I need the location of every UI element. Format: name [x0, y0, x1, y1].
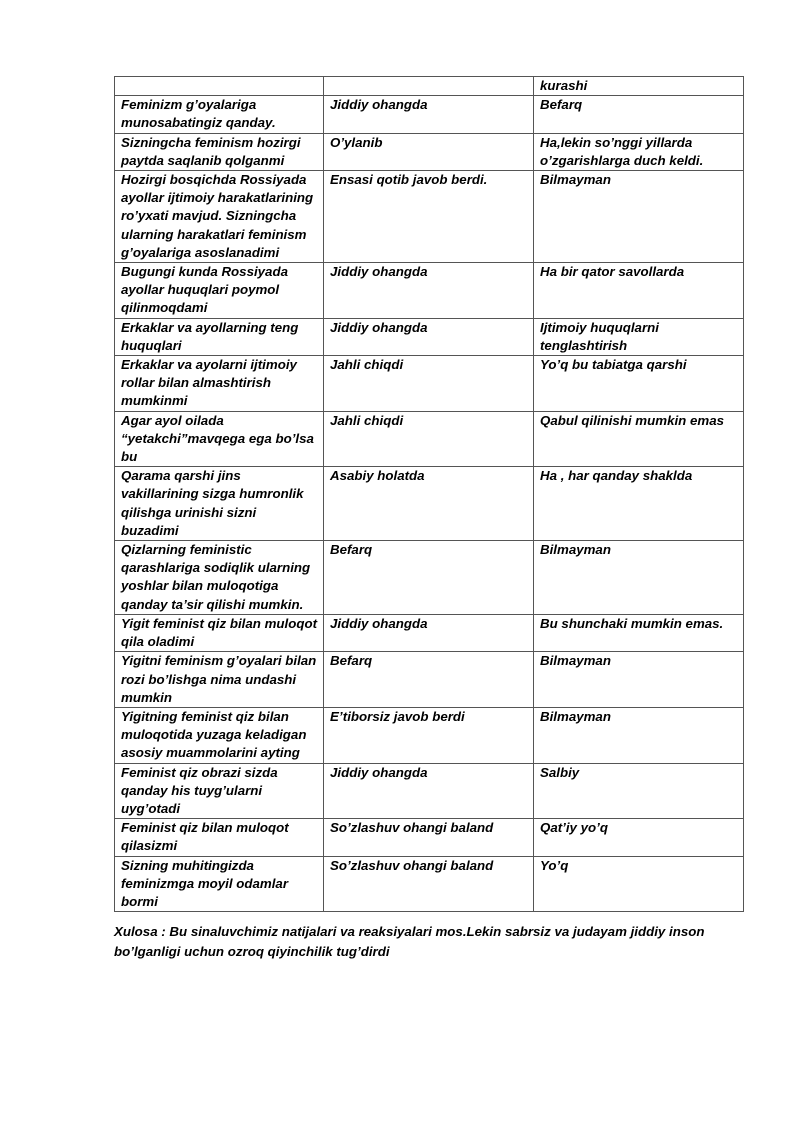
question-cell: Qizlarning feministic qarashlariga sodiqlik ularning yoshlar bilan muloqotiga qanday ta’sir qilishi mumkin.: [115, 541, 324, 615]
question-cell: Erkaklar va ayollarning teng huquqlari: [115, 318, 324, 355]
table-row: [115, 171, 744, 263]
reaction-cell: [324, 77, 534, 96]
table-row: [115, 652, 744, 708]
table-row: [115, 263, 744, 319]
reaction-cell: E’tiborsiz javob berdi: [324, 707, 534, 763]
reaction-cell: Jiddiy ohangda: [324, 96, 534, 133]
table-row: [115, 356, 744, 412]
reaction-cell: Jahli chiqdi: [324, 411, 534, 467]
answer-cell: Salbiy: [534, 763, 744, 819]
question-cell: [115, 77, 324, 96]
reaction-cell: Jahli chiqdi: [324, 356, 534, 412]
answer-cell: Qabul qilinishi mumkin emas: [534, 411, 744, 467]
answer-cell: Qat’iy yo’q: [534, 819, 744, 856]
answer-cell: kurashi: [534, 77, 744, 96]
reaction-cell: Ensasi qotib javob berdi.: [324, 171, 534, 263]
table-row: [115, 133, 744, 170]
answer-cell: Ha,lekin so’nggi yillarda o’zgarishlarga duch keldi.: [534, 133, 744, 170]
table-row: [115, 856, 744, 912]
question-cell: Feminizm g’oyalariga munosabatingiz qanday.: [115, 96, 324, 133]
table-row: [115, 96, 744, 133]
table-row: [115, 411, 744, 467]
question-cell: Qarama qarshi jins vakillarining sizga humronlik qilishga urinishi sizni buzadimi: [115, 467, 324, 541]
question-cell: Yigitning feminist qiz bilan muloqotida yuzaga keladigan asosiy muammolarini ayting: [115, 707, 324, 763]
reaction-cell: Jiddiy ohangda: [324, 263, 534, 319]
table-row: [115, 763, 744, 819]
question-cell: Feminist qiz obrazi sizda qanday his tuyg’ularni uyg’otadi: [115, 763, 324, 819]
reaction-cell: O’ylanib: [324, 133, 534, 170]
reaction-cell: Asabiy holatda: [324, 467, 534, 541]
question-cell: Erkaklar va ayolarni ijtimoiy rollar bilan almashtirish mumkinmi: [115, 356, 324, 412]
question-cell: Sizning muhitingizda feminizmga moyil odamlar bormi: [115, 856, 324, 912]
table-row: [115, 318, 744, 355]
answer-cell: Befarq: [534, 96, 744, 133]
survey-table: [114, 76, 744, 912]
reaction-cell: Befarq: [324, 652, 534, 708]
reaction-cell: So’zlashuv ohangi baland: [324, 856, 534, 912]
question-cell: Agar ayol oilada “yetakchi”mavqega ega bo’lsa bu: [115, 411, 324, 467]
question-cell: Hozirgi bosqichda Rossiyada ayollar ijtimoiy harakatlarining ro’yxati mavjud. Sizningcha ularning harakatlari feminism g’oyalariga asoslanadimi: [115, 171, 324, 263]
conclusion-text: Xulosa : Bu sinaluvchimiz natijalari va reaksiyalari mos.Lekin sabrsiz va judayam jiddiy inson bo’lganligi uchun ozroq qiyinchilik tug’dirdi: [114, 924, 705, 960]
answer-cell: Ha , har qanday shaklda: [534, 467, 744, 541]
answer-cell: Bilmayman: [534, 541, 744, 615]
reaction-cell: Jiddiy ohangda: [324, 318, 534, 355]
reaction-cell: So’zlashuv ohangi baland: [324, 819, 534, 856]
reaction-cell: Jiddiy ohangda: [324, 763, 534, 819]
answer-cell: Bilmayman: [534, 707, 744, 763]
question-cell: Bugungi kunda Rossiyada ayollar huquqlari poymol qilinmoqdami: [115, 263, 324, 319]
answer-cell: Yo’q: [534, 856, 744, 912]
table-row: [115, 707, 744, 763]
answer-cell: Bilmayman: [534, 652, 744, 708]
answer-cell: Ijtimoiy huquqlarni tenglashtirish: [534, 318, 744, 355]
table-row: [115, 541, 744, 615]
table-row: [115, 77, 744, 96]
question-cell: Yigitni feminism g’oyalari bilan rozi bo’lishga nima undashi mumkin: [115, 652, 324, 708]
question-cell: Feminist qiz bilan muloqot qilasizmi: [115, 819, 324, 856]
table-row: [115, 467, 744, 541]
table-row: [115, 614, 744, 651]
answer-cell: Yo’q bu tabiatga qarshi: [534, 356, 744, 412]
reaction-cell: Jiddiy ohangda: [324, 614, 534, 651]
answer-cell: Ha bir qator savollarda: [534, 263, 744, 319]
answer-cell: Bu shunchaki mumkin emas.: [534, 614, 744, 651]
reaction-cell: Befarq: [324, 541, 534, 615]
table-row: [115, 819, 744, 856]
answer-cell: Bilmayman: [534, 171, 744, 263]
question-cell: Yigit feminist qiz bilan muloqot qila oladimi: [115, 614, 324, 651]
question-cell: Sizningcha feminism hozirgi paytda saqlanib qolganmi: [115, 133, 324, 170]
